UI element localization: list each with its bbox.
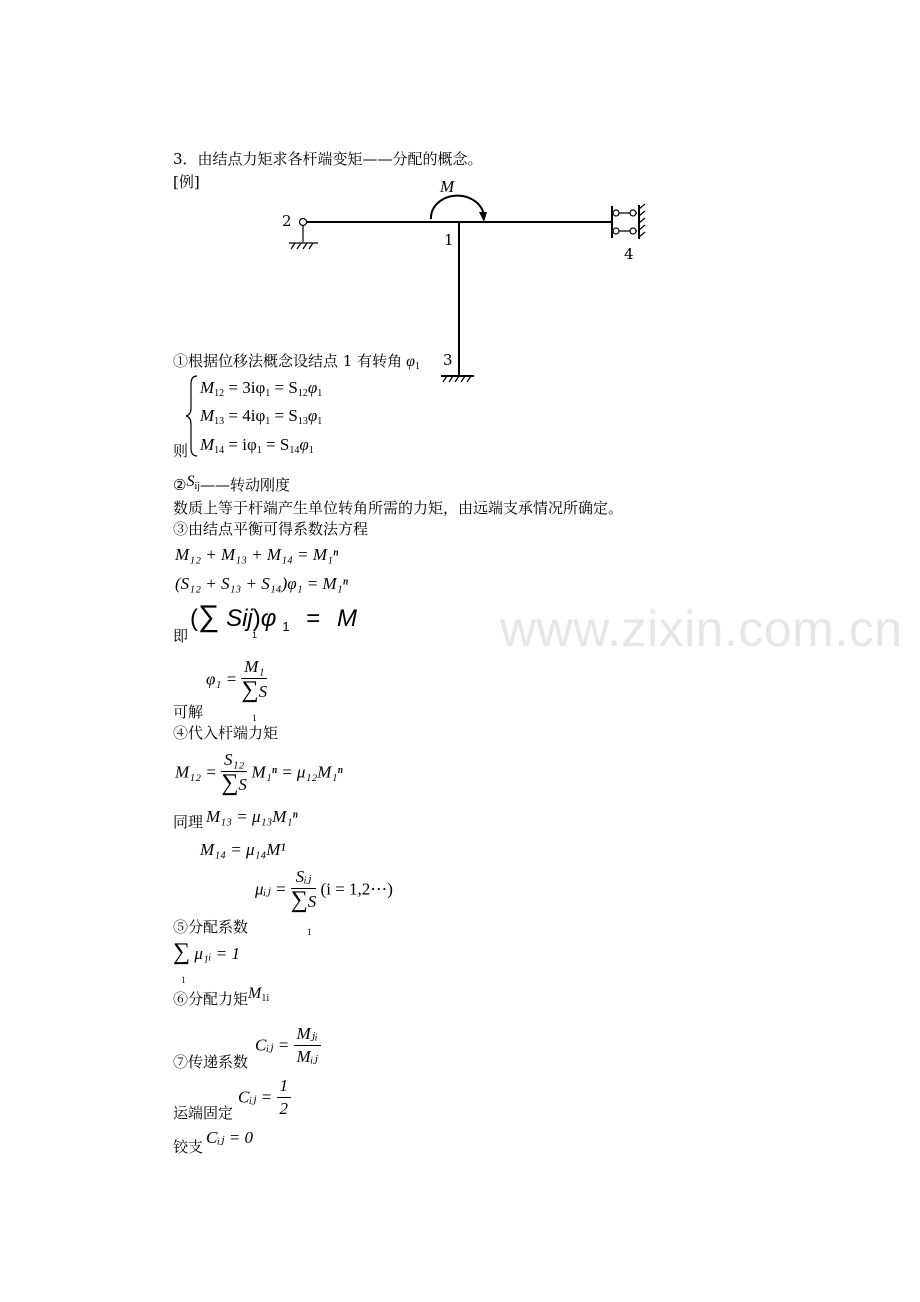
equation-k: Cᵢⱼ = $\frac{1}{2}$: [238, 1075, 291, 1120]
eq-row-1: $M_{12} = 3i\varphi_1 = S_{12}\varphi_1$: [200, 378, 323, 399]
ji-label: 即: [173, 627, 189, 645]
step-7: ⑦传递系数: [173, 1053, 249, 1071]
step-5: ⑤分配系数: [173, 918, 249, 936]
tongli-label: 同理: [173, 813, 204, 831]
equation-d: φ₁ = $\frac{\text{M₁}}{\sum S}$ 1: [206, 657, 268, 723]
step-2: $②S_{ij}——$转动刚度: [173, 473, 291, 494]
example-label: [例]: [173, 173, 200, 191]
moment-label: M: [440, 177, 455, 196]
hinge-label: 铰支: [173, 1138, 204, 1156]
equation-j: Cᵢⱼ = $\frac{\text{Mⱼᵢ}}{\text{Mᵢⱼ}}$: [255, 1023, 321, 1068]
equation-f: M₁₃ = μ₁₃M₁ⁿ: [206, 807, 298, 826]
step-2-description: 数质上等于杆端产生单位转角所需的力矩，由远端支承情况所确定。: [173, 499, 624, 517]
equation-l: Cᵢⱼ = 0: [206, 1128, 253, 1147]
node-1-label: 1: [444, 231, 454, 249]
eq-row-3: $M_{14} = i\varphi_1 = S_{14}\varphi_1$: [200, 435, 314, 456]
section-heading: 3．由结点力矩求各杆端变矩——分配的概念。: [173, 150, 483, 168]
kejie-label: 可解: [173, 703, 204, 721]
equation-e: M₁₂ = $\frac{\text{S₁₂}}{\sum S}$ M₁ⁿ = μ₁₂M₁ⁿ: [175, 750, 343, 796]
watermark: www.zixin.com.cn: [500, 601, 903, 657]
node-4-label: 4: [624, 245, 634, 263]
eq-group-prefix: 则: [173, 442, 189, 460]
step-3: ③由结点平衡可得系数法方程: [173, 520, 369, 538]
equation-c: (∑ Sij 1 )φ $_1$ = M: [190, 600, 357, 640]
node-3-label: 3: [443, 351, 453, 369]
step-6: ⑥分配力矩$M_{1i}$: [173, 985, 270, 1008]
step-1: ①根据位移法概念设结点 1 有转角 $\varphi_1$: [173, 352, 420, 372]
equation-i: ∑ 1 μ₁ᵢ = 1: [173, 939, 240, 985]
fixed-label: 运端固定: [173, 1104, 234, 1122]
step-4: ④代入杆端力矩: [173, 724, 279, 742]
equation-h: μᵢⱼ = $\frac{\text{Sᵢⱼ}}{\sum S}$ 1 (i = 1,2⋯): [255, 867, 393, 937]
equation-a: M₁₂ + M₁₃ + M₁₄ = M₁ⁿ: [175, 545, 339, 564]
equation-g: M₁₄ = μ₁₄M¹: [200, 840, 286, 859]
node-2-label: 2: [282, 212, 292, 230]
eq-row-2: $M_{13} = 4i\varphi_1 = S_{13}\varphi_1$: [200, 406, 323, 427]
equation-b: (S₁₂ + S₁₃ + S₁₄)φ₁ = M₁ⁿ: [175, 574, 348, 593]
